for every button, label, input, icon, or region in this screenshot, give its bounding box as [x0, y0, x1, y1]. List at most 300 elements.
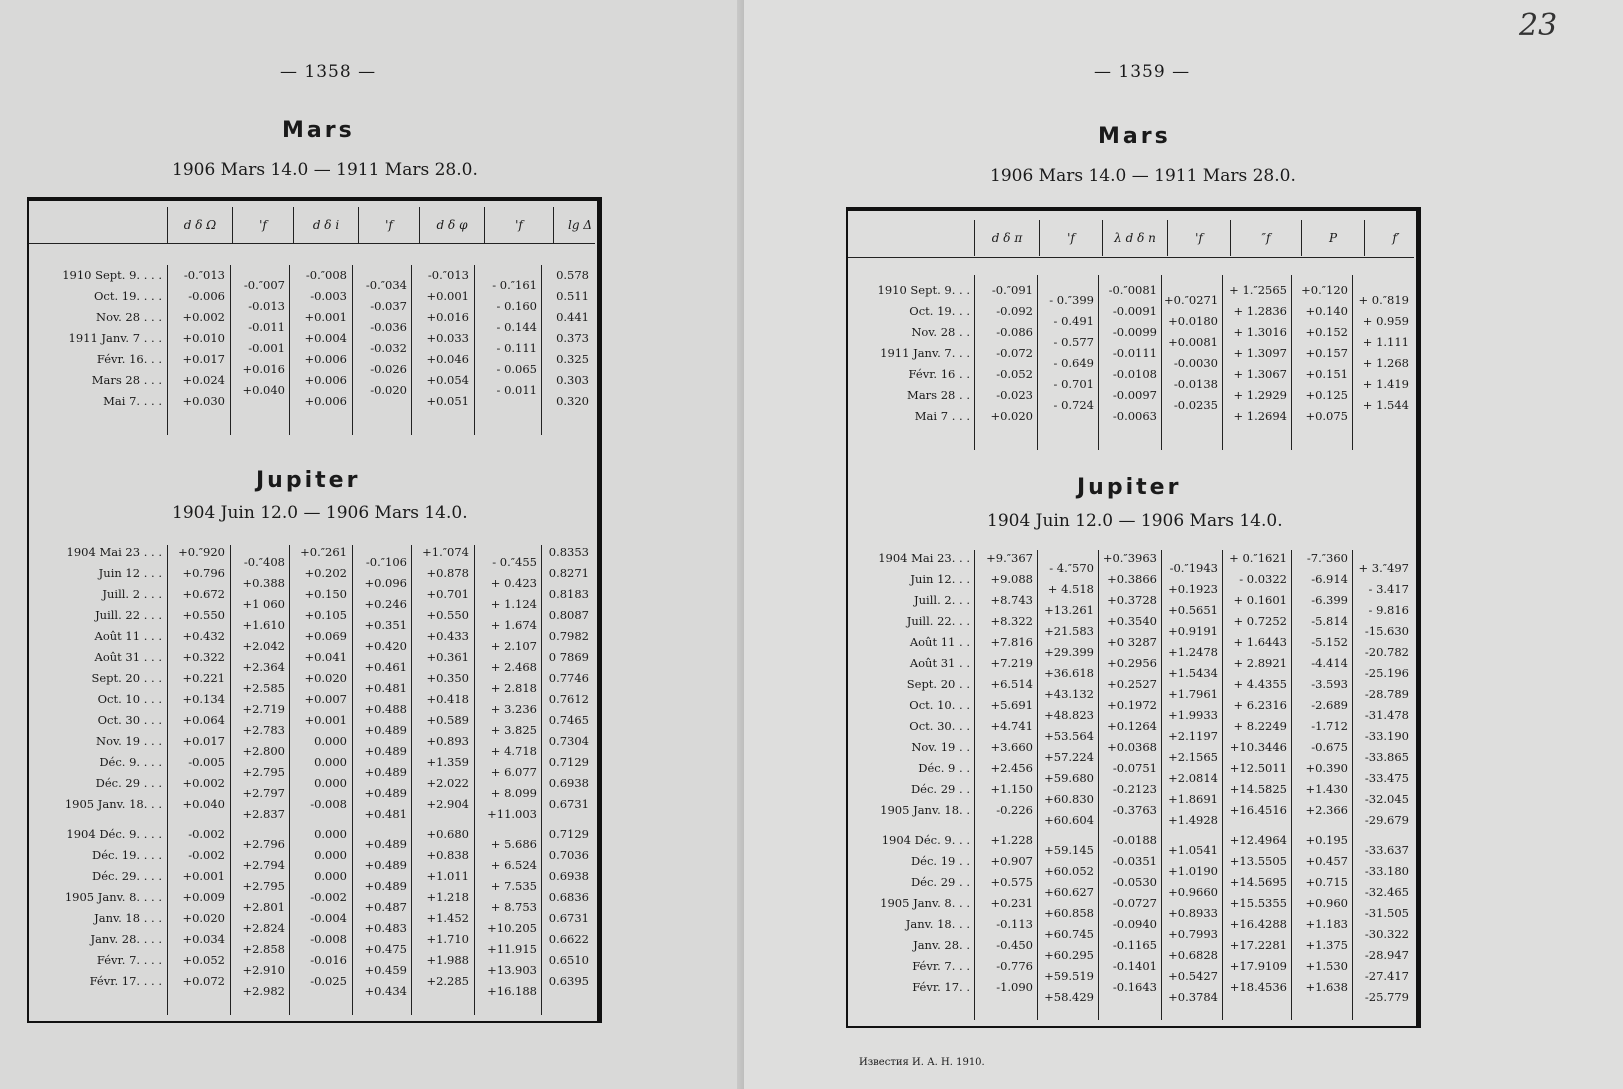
value-cell: + 8.099 — [490, 786, 537, 800]
value-cell: +2.795 — [242, 765, 285, 779]
jupiter-title: Jupiter — [1077, 475, 1182, 500]
value-cell: 0.7129 — [548, 755, 589, 769]
column-rule — [411, 545, 412, 1015]
jupiter-col-7b — [1355, 840, 1409, 1008]
value-cell: -1.712 — [1311, 719, 1348, 733]
date-cell: Août 11 . . . — [94, 629, 162, 643]
value-cell: 0.320 — [556, 394, 589, 408]
mars-title: Mars — [1098, 124, 1171, 149]
value-cell: + 3.236 — [490, 702, 537, 716]
value-cell: +0.195 — [1305, 833, 1348, 847]
value-cell: +0.033 — [426, 331, 469, 345]
value-cell: +21.583 — [1044, 624, 1094, 638]
value-cell: +0.″120 — [1301, 283, 1348, 297]
value-cell: -0.0138 — [1173, 377, 1218, 391]
value-cell: +2.364 — [242, 660, 285, 674]
value-cell: + 2.107 — [490, 639, 537, 653]
value-cell: -6.914 — [1311, 572, 1348, 586]
jupiter-col-5 — [1225, 548, 1287, 821]
value-cell: + 3.825 — [490, 723, 537, 737]
value-cell: 0.6510 — [548, 953, 589, 967]
value-cell: -0.675 — [1311, 740, 1348, 754]
value-cell: +59.145 — [1044, 843, 1094, 857]
date-cell: Déc. 29 . . . — [95, 776, 162, 790]
value-cell: +1.7961 — [1168, 687, 1218, 701]
mars-col-4 — [1164, 290, 1218, 416]
value-cell: +2.797 — [242, 786, 285, 800]
value-cell: 0.6622 — [548, 932, 589, 946]
value-cell: -1.090 — [996, 980, 1033, 994]
value-cell: + 8.2249 — [1233, 719, 1287, 733]
value-cell: +12.4964 — [1229, 833, 1287, 847]
value-cell: -28.789 — [1364, 687, 1409, 701]
value-cell: + 3.″497 — [1358, 561, 1409, 575]
column-rule — [1037, 550, 1038, 1020]
value-cell: +2.910 — [242, 963, 285, 977]
date-cell: 1904 Déc. 9. . . . — [66, 827, 162, 841]
value-cell: +7.219 — [990, 656, 1033, 670]
date-cell: 1911 Janv. 7 . . . — [68, 331, 162, 345]
value-cell: 0.000 — [314, 734, 347, 748]
value-cell: 0.000 — [314, 755, 347, 769]
jupiter-title: Jupiter — [256, 468, 361, 493]
value-cell: +0.483 — [364, 921, 407, 935]
value-cell: +0.140 — [1305, 304, 1348, 318]
value-cell: +0.715 — [1305, 875, 1348, 889]
value-cell: -33.475 — [1364, 771, 1409, 785]
jupiter-col-2 — [233, 552, 285, 825]
value-cell: +0.418 — [426, 692, 469, 706]
value-cell: -0.113 — [996, 917, 1033, 931]
column-rule — [474, 265, 475, 435]
value-cell: +0.006 — [304, 394, 347, 408]
column-rule — [974, 550, 975, 1020]
value-cell: -0.0030 — [1173, 356, 1218, 370]
column-rule — [474, 545, 475, 1015]
value-cell: +0.3866 — [1107, 572, 1157, 586]
column-rule — [230, 545, 231, 1015]
value-cell: -0.″013 — [183, 268, 225, 282]
value-cell: +1.″074 — [422, 545, 469, 559]
column-rule — [974, 275, 975, 450]
value-cell: -0.0108 — [1112, 367, 1157, 381]
jupiter-col-3 — [292, 542, 347, 815]
jupiter-col-6 — [1294, 548, 1348, 821]
value-cell: +0.016 — [242, 362, 285, 376]
value-cell: -0.″013 — [427, 268, 469, 282]
column-rule — [1161, 550, 1162, 1020]
value-cell: +0.009 — [182, 890, 225, 904]
mars-col-6 — [1294, 280, 1348, 427]
date-cell: Févr. 7. . . . — [96, 953, 162, 967]
value-cell: +8.743 — [990, 593, 1033, 607]
value-cell: -0.0235 — [1173, 398, 1218, 412]
value-cell: 0.6938 — [548, 776, 589, 790]
value-cell: -0.005 — [188, 755, 225, 769]
value-cell: -0.0097 — [1112, 388, 1157, 402]
value-cell: +0.″0271 — [1164, 293, 1219, 307]
value-cell: +0.489 — [364, 765, 407, 779]
value-cell: +0.878 — [426, 566, 469, 580]
mars-col-5 — [1225, 280, 1287, 427]
value-cell: 0.303 — [556, 373, 589, 387]
value-cell: +3.660 — [990, 740, 1033, 754]
value-cell: +60.627 — [1044, 885, 1094, 899]
date-cell: 1905 Janv. 18. . — [880, 803, 970, 817]
column-rule — [1222, 550, 1223, 1020]
value-cell: -0.036 — [370, 320, 407, 334]
right-page — [744, 0, 1623, 1089]
value-cell: +1.218 — [426, 890, 469, 904]
value-cell: +36.618 — [1044, 666, 1094, 680]
value-cell: 0.000 — [314, 848, 347, 862]
value-cell: +0.3540 — [1107, 614, 1157, 628]
value-cell: +0.001 — [426, 289, 469, 303]
value-cell: -0.008 — [310, 932, 347, 946]
value-cell: + 1.2836 — [1233, 304, 1287, 318]
value-cell: +0.489 — [364, 723, 407, 737]
date-cell: 1905 Janv. 18. . . — [64, 797, 162, 811]
value-cell: + 1.3097 — [1233, 346, 1287, 360]
jupiter-col-4 — [1164, 558, 1218, 831]
value-cell: +0.151 — [1305, 367, 1348, 381]
value-cell: + 6.524 — [490, 858, 537, 872]
value-cell: +0.7993 — [1168, 927, 1218, 941]
date-cell: Juill. 2 . . . — [102, 587, 162, 601]
mars-dates — [852, 280, 970, 427]
jupiter-col-2b — [233, 834, 285, 1002]
value-cell: +0.150 — [304, 587, 347, 601]
value-cell: -0.450 — [996, 938, 1033, 952]
header-cell: ″f — [1231, 220, 1302, 256]
column-rule — [411, 265, 412, 435]
value-cell: -15.630 — [1364, 624, 1409, 638]
value-cell: +2.801 — [242, 900, 285, 914]
column-rule — [1291, 550, 1292, 1020]
value-cell: -0.072 — [996, 346, 1033, 360]
value-cell: -0.″1943 — [1169, 561, 1218, 575]
value-cell: -25.196 — [1364, 666, 1409, 680]
column-rule — [230, 265, 231, 435]
value-cell: +0.893 — [426, 734, 469, 748]
jupiter-col-2 — [1040, 558, 1094, 831]
value-cell: + 7.535 — [490, 879, 537, 893]
column-rule — [167, 545, 168, 1015]
date-cell: Janv. 28. . — [913, 938, 970, 952]
value-cell: +1.011 — [426, 869, 469, 883]
value-cell: +0.064 — [182, 713, 225, 727]
value-cell: + 1.6443 — [1233, 635, 1287, 649]
value-cell: +2.858 — [242, 942, 285, 956]
jupiter-col-5b — [414, 824, 469, 992]
handwritten-mark: 23 — [1519, 8, 1558, 43]
value-cell: -0.0099 — [1112, 325, 1157, 339]
value-cell: +29.399 — [1044, 645, 1094, 659]
value-cell: +0.351 — [364, 618, 407, 632]
date-cell: Déc. 9. . . . — [99, 755, 162, 769]
value-cell: +58.429 — [1044, 990, 1094, 1004]
value-cell: +0.489 — [364, 744, 407, 758]
value-cell: -0.011 — [248, 320, 285, 334]
value-cell: +0.157 — [1305, 346, 1348, 360]
jupiter-subtitle: 1904 Juin 12.0 — 1906 Mars 14.0. — [172, 503, 468, 523]
value-cell: +0.004 — [304, 331, 347, 345]
date-cell: Mai 7 . . . — [914, 409, 970, 423]
value-cell: 0.6836 — [548, 890, 589, 904]
date-cell: Oct. 30. . . — [909, 719, 970, 733]
jupiter-col-4b — [355, 834, 407, 1002]
jupiter-dates-a — [34, 542, 162, 815]
value-cell: +0.020 — [990, 409, 1033, 423]
value-cell: - 0.″455 — [492, 555, 537, 569]
value-cell: -29.679 — [1364, 813, 1409, 827]
jupiter-col-3b — [1101, 830, 1157, 998]
value-cell: -33.637 — [1364, 843, 1409, 857]
date-cell: 1905 Janv. 8. . . — [880, 896, 970, 910]
header-cell: d δ π — [975, 220, 1040, 256]
value-cell: +0.001 — [182, 869, 225, 883]
value-cell: +0.488 — [364, 702, 407, 716]
header-cell: 'f — [1040, 220, 1103, 256]
value-cell: +0.017 — [182, 352, 225, 366]
value-cell: +0.680 — [426, 827, 469, 841]
date-cell: Déc. 19 . . — [910, 854, 970, 868]
jupiter-col-6b — [1294, 830, 1348, 998]
value-cell: +0.361 — [426, 650, 469, 664]
value-cell: -31.505 — [1364, 906, 1409, 920]
value-cell: -0.003 — [310, 289, 347, 303]
value-cell: +0.9660 — [1168, 885, 1218, 899]
value-cell: + 0.″1621 — [1229, 551, 1287, 565]
jupiter-col-5 — [414, 542, 469, 815]
mars-col-5 — [414, 265, 469, 412]
value-cell: +60.830 — [1044, 792, 1094, 806]
header-cell: 'f — [233, 207, 294, 243]
value-cell: +0.475 — [364, 942, 407, 956]
mars-col-1 — [170, 265, 225, 412]
value-cell: -20.782 — [1364, 645, 1409, 659]
column-rule — [1352, 550, 1353, 1020]
value-cell: - 0.491 — [1053, 314, 1094, 328]
value-cell: + 1.2929 — [1233, 388, 1287, 402]
value-cell: -27.417 — [1364, 969, 1409, 983]
value-cell: +11.915 — [487, 942, 537, 956]
value-cell: -0.0111 — [1112, 346, 1157, 360]
value-cell: +0.075 — [1305, 409, 1348, 423]
value-cell: -0.″007 — [243, 278, 285, 292]
value-cell: -0.″0081 — [1108, 283, 1157, 297]
header-cell: f′ — [1365, 220, 1428, 256]
value-cell: -0.013 — [248, 299, 285, 313]
mars-col-3 — [1101, 280, 1157, 427]
value-cell: - 9.816 — [1368, 603, 1409, 617]
value-cell: +0.001 — [304, 713, 347, 727]
header-cell: lg Δ — [554, 207, 607, 243]
value-cell: -0.037 — [370, 299, 407, 313]
value-cell: -0.″008 — [305, 268, 347, 282]
value-cell: +1.359 — [426, 755, 469, 769]
value-cell: +1.183 — [1305, 917, 1348, 931]
value-cell: + 4.4355 — [1233, 677, 1287, 691]
value-cell: +0.390 — [1305, 761, 1348, 775]
value-cell: +0.001 — [304, 310, 347, 324]
jupiter-dates-b — [34, 824, 162, 992]
value-cell: -0.0530 — [1112, 875, 1157, 889]
value-cell: +0.041 — [304, 650, 347, 664]
date-cell: 1904 Mai 23 . . . — [66, 545, 162, 559]
value-cell: +0.002 — [182, 776, 225, 790]
date-cell: Juin 12. . . — [910, 572, 970, 586]
value-cell: +60.604 — [1044, 813, 1094, 827]
value-cell: -0.0940 — [1112, 917, 1157, 931]
value-cell: +17.9109 — [1229, 959, 1287, 973]
value-cell: +0.152 — [1305, 325, 1348, 339]
value-cell: +0.489 — [364, 858, 407, 872]
value-cell: +13.5505 — [1229, 854, 1287, 868]
value-cell: +0.5427 — [1168, 969, 1218, 983]
header-cell: 'f — [485, 207, 554, 243]
mars-subtitle: 1906 Mars 14.0 — 1911 Mars 28.0. — [172, 160, 478, 180]
value-cell: +0.1923 — [1168, 582, 1218, 596]
date-cell: Juill. 22 . . . — [95, 608, 162, 622]
column-rule — [1037, 275, 1038, 450]
value-cell: +15.5355 — [1229, 896, 1287, 910]
mars-col-3 — [292, 265, 347, 412]
value-cell: + 0.7252 — [1233, 614, 1287, 628]
value-cell: +1 060 — [242, 597, 285, 611]
value-cell: + 1.3016 — [1233, 325, 1287, 339]
value-cell: +0.489 — [364, 879, 407, 893]
value-cell: +11.003 — [487, 807, 537, 821]
value-cell: +2.0814 — [1168, 771, 1218, 785]
value-cell: +1.530 — [1305, 959, 1348, 973]
value-cell: 0.6731 — [548, 797, 589, 811]
date-cell: Févr. 16. . . — [96, 352, 162, 366]
column-rule — [352, 265, 353, 435]
date-cell: Sept. 20 . . . — [91, 671, 162, 685]
date-cell: Août 31 . . . — [94, 650, 162, 664]
value-cell: +0.006 — [304, 373, 347, 387]
value-cell: +1.610 — [242, 618, 285, 632]
value-cell: 0.6395 — [548, 974, 589, 988]
value-cell: +0.″3963 — [1102, 551, 1157, 565]
value-cell: +1.4928 — [1168, 813, 1218, 827]
value-cell: +0.388 — [242, 576, 285, 590]
value-cell: -0.0727 — [1112, 896, 1157, 910]
value-cell: +1.988 — [426, 953, 469, 967]
value-cell: -6.399 — [1311, 593, 1348, 607]
date-cell: Oct. 10. . . — [909, 698, 970, 712]
header-cell: P — [1302, 220, 1365, 256]
value-cell: +0.072 — [182, 974, 225, 988]
value-cell: +0.040 — [242, 383, 285, 397]
mars-col-2 — [233, 275, 285, 401]
value-cell: + 0.423 — [490, 576, 537, 590]
value-cell: +0.221 — [182, 671, 225, 685]
value-cell: -0.1401 — [1112, 959, 1157, 973]
value-cell: - 0.649 — [1053, 356, 1094, 370]
jupiter-subtitle: 1904 Juin 12.0 — 1906 Mars 14.0. — [987, 511, 1283, 531]
value-cell: +16.4516 — [1229, 803, 1287, 817]
imprint: Известия И. А. Н. 1910. — [859, 1057, 985, 1068]
value-cell: +0.550 — [182, 608, 225, 622]
value-cell: +0.432 — [182, 629, 225, 643]
value-cell: +2.1197 — [1168, 729, 1218, 743]
value-cell: +1.9933 — [1168, 708, 1218, 722]
value-cell: +0.907 — [990, 854, 1033, 868]
page-number: — 1358 — — [280, 62, 377, 82]
value-cell: -0.004 — [310, 911, 347, 925]
value-cell: -30.322 — [1364, 927, 1409, 941]
jupiter-col-1b — [977, 830, 1033, 998]
value-cell: -0.016 — [310, 953, 347, 967]
value-cell: +17.2281 — [1229, 938, 1287, 952]
value-cell: +2.824 — [242, 921, 285, 935]
value-cell: +59.519 — [1044, 969, 1094, 983]
jupiter-col-1 — [170, 542, 225, 815]
date-cell: Janv. 28. . . . — [90, 932, 162, 946]
date-cell: Déc. 29. . . . — [92, 869, 162, 883]
value-cell: +7.816 — [990, 635, 1033, 649]
value-cell: +18.4536 — [1229, 980, 1287, 994]
value-cell: +53.564 — [1044, 729, 1094, 743]
value-cell: +1.0190 — [1168, 864, 1218, 878]
value-cell: +60.745 — [1044, 927, 1094, 941]
date-cell: Mars 28 . . . — [91, 373, 162, 387]
value-cell: 0.373 — [556, 331, 589, 345]
date-cell: 1904 Déc. 9. . . — [881, 833, 970, 847]
value-cell: + 6.077 — [490, 765, 537, 779]
value-cell: 0.7129 — [548, 827, 589, 841]
value-cell: -0.0091 — [1112, 304, 1157, 318]
value-cell: +10.205 — [487, 921, 537, 935]
value-cell: +14.5825 — [1229, 782, 1287, 796]
jupiter-col-4 — [355, 552, 407, 825]
value-cell: +0.069 — [304, 629, 347, 643]
value-cell: +0.006 — [304, 352, 347, 366]
value-cell: +0.020 — [304, 671, 347, 685]
mars-col-1 — [977, 280, 1033, 427]
value-cell: +13.903 — [487, 963, 537, 977]
value-cell: +1.2478 — [1168, 645, 1218, 659]
value-cell: +0.433 — [426, 629, 469, 643]
value-cell: -0.002 — [310, 890, 347, 904]
date-cell: Oct. 19. . . . — [93, 289, 162, 303]
value-cell: +0.420 — [364, 639, 407, 653]
value-cell: + 6.2316 — [1233, 698, 1287, 712]
value-cell: + 1.544 — [1362, 398, 1409, 412]
value-cell: +1.8691 — [1168, 792, 1218, 806]
value-cell: +2.796 — [242, 837, 285, 851]
value-cell: +0.″261 — [300, 545, 347, 559]
value-cell: -0.776 — [996, 959, 1033, 973]
value-cell: 0.8183 — [548, 587, 589, 601]
value-cell: +0.051 — [426, 394, 469, 408]
value-cell: +60.295 — [1044, 948, 1094, 962]
value-cell: +4.741 — [990, 719, 1033, 733]
mars-col-7 — [1355, 290, 1409, 416]
jupiter-col-7 — [544, 542, 589, 815]
value-cell: + 0.″819 — [1358, 293, 1409, 307]
value-cell: + 2.818 — [490, 681, 537, 695]
value-cell: +0.489 — [364, 786, 407, 800]
value-cell: +2.022 — [426, 776, 469, 790]
value-cell: -0.″034 — [365, 278, 407, 292]
value-cell: +0.054 — [426, 373, 469, 387]
value-cell: +0.096 — [364, 576, 407, 590]
value-cell: - 0.160 — [496, 299, 537, 313]
value-cell: +8.322 — [990, 614, 1033, 628]
